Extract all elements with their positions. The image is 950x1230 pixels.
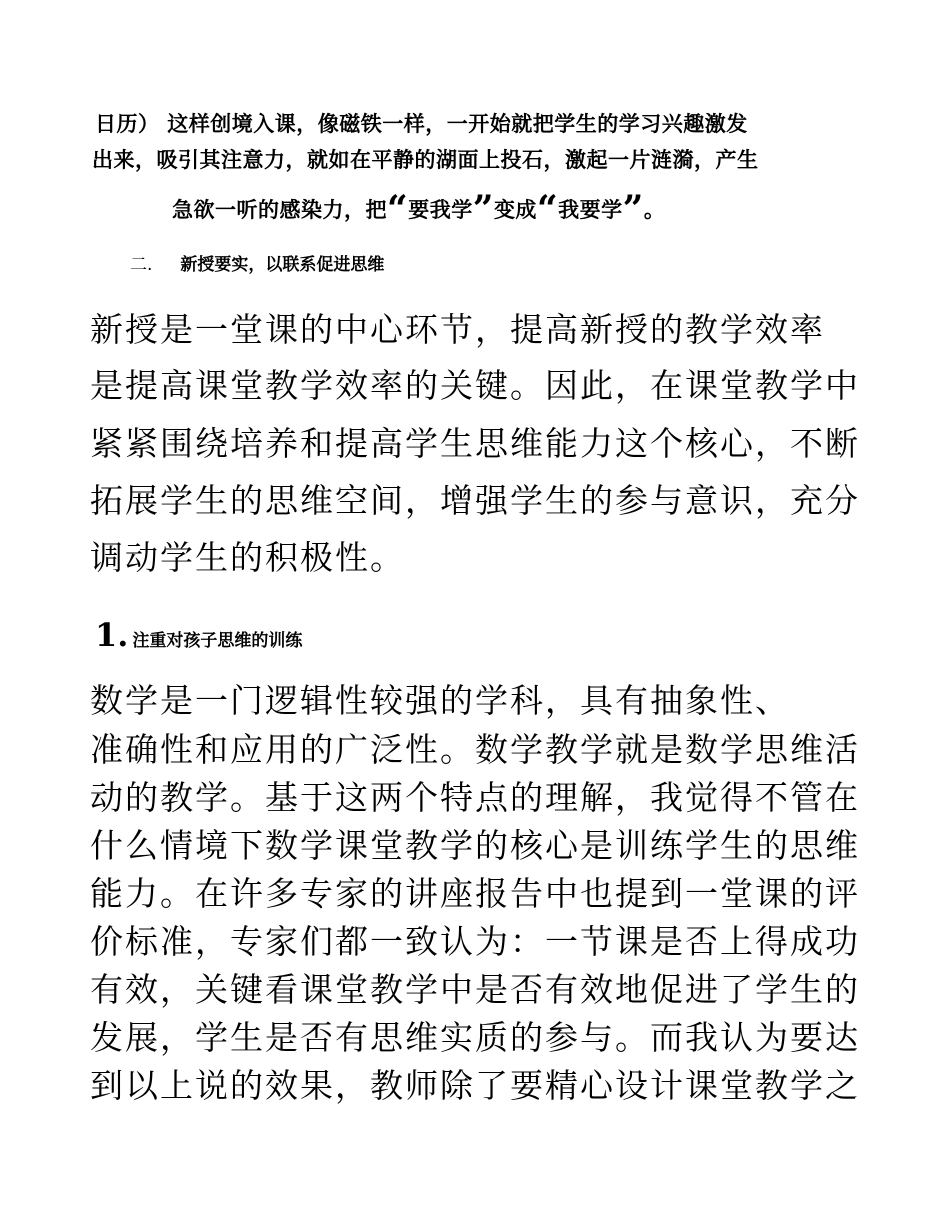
paragraph-2-line: 有效，关键看课堂教学中是否有效地促进了学生的 (90, 970, 860, 1009)
intro-line-3-prefix: 急欲一听的感染力，把 (172, 198, 387, 222)
intro-line-1: 日历） 这样创境入课，像磁铁一样，一开始就把学生的学习兴趣激发 (95, 112, 748, 136)
paragraph-2-line: 数学是一门逻辑性较强的学科，具有抽象性、 (90, 681, 790, 720)
paragraph-1-line: 调动学生的积极性。 (90, 538, 405, 577)
paragraph-1-line: 紧紧围绕培养和提高学生思维能力这个核心，不断 (90, 424, 860, 463)
paragraph-2-line: 什么情境下数学课堂教学的核心是训练学生的思维 (90, 826, 860, 865)
paragraph-1-line: 是提高课堂教学效率的关键。因此，在课堂教学中 (90, 366, 860, 405)
section-title: 新授要实，以联系促进思维 (180, 255, 385, 275)
paragraph-2-line: 准确性和应用的广泛性。数学教学就是数学思维活 (90, 730, 860, 769)
quote-text-2: 我要学 (558, 198, 623, 222)
section-heading-2 (130, 250, 384, 275)
section-number: 二. (130, 255, 153, 275)
close-quote-2: ” (622, 188, 644, 230)
close-quote-1: ” (472, 188, 494, 230)
open-quote-1: “ (387, 188, 409, 230)
intro-line-3-middle: 变成 (493, 198, 537, 222)
open-quote-2: “ (536, 188, 559, 230)
subsection-number: 1. (95, 616, 129, 654)
paragraph-2-line: 发展，学生是否有思维实质的参与。而我认为要达 (90, 1018, 860, 1057)
intro-line-3-end: 。 (643, 198, 666, 222)
paragraph-1-line: 新授是一堂课的中心环节，提高新授的教学效率 (90, 310, 825, 349)
quote-text-1: 要我学 (408, 198, 473, 222)
intro-line-3 (172, 188, 666, 230)
paragraph-2-line: 能力。在许多专家的讲座报告中也提到一堂课的评 (90, 874, 860, 913)
intro-line-2: 出来，吸引其注意力，就如在平静的湖面上投石，激起一片涟漪，产生 (92, 148, 759, 172)
paragraph-1-line: 拓展学生的思维空间，增强学生的参与意识，充分 (90, 481, 860, 520)
paragraph-2-line: 动的教学。基于这两个特点的理解，我觉得不管在 (90, 778, 860, 817)
paragraph-2-line: 价标准，专家们都一致认为：一节课是否上得成功 (90, 922, 860, 961)
subsection-heading-1 (95, 616, 302, 654)
paragraph-2-line: 到以上说的效果，教师除了要精心设计课堂教学之 (90, 1066, 860, 1105)
subsection-title: 注重对孩子思维的训练 (132, 631, 303, 651)
